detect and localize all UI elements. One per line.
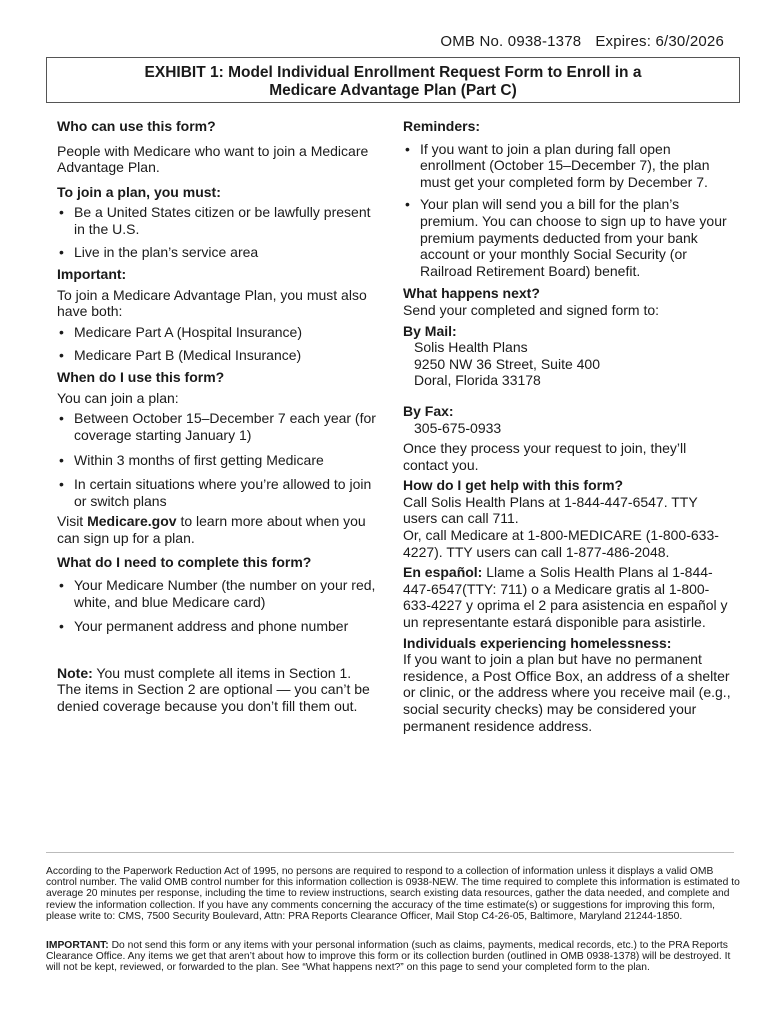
espanol-text <box>403 564 733 630</box>
list-item: • Your plan will send you a bill for the plan’s premium. You can choose to sign up to have your premium payments deducted from your bank account or your monthly Social Security (or Railroad Retirement Board) benefit. <box>403 196 733 279</box>
when-intro: You can join a plan: <box>57 389 179 406</box>
homeless-heading: Individuals experiencing homelessness: <box>403 634 672 651</box>
note-label: Note: <box>57 664 93 681</box>
list-item: • Your permanent address and phone number <box>57 618 377 635</box>
note-text <box>57 665 377 715</box>
list-item: • Medicare Part A (Hospital Insurance) <box>57 324 377 341</box>
list-item: • Your Medicare Number (the number on your red, white, and blue Medicare card) <box>57 577 377 610</box>
help-text-plan: Call Solis Health Plans at 1-844-447-6547. TTY users can call 711. <box>403 493 698 527</box>
when-heading: When do I use this form? <box>57 369 225 386</box>
process-text: Once they process your request to join, they’ll contact you. <box>403 440 687 473</box>
need-list <box>57 577 377 635</box>
omb-number: OMB No. 0938-1378 <box>440 33 582 50</box>
list-item: • Between October 15–December 7 each year (for coverage starting January 1) <box>57 410 377 443</box>
need-heading: What do I need to complete this form? <box>57 554 312 571</box>
visit-suffix: to learn more about when you can sign up for a plan. <box>57 513 366 546</box>
note-body: You must complete all items in Section 1. The items in Section 2 are optional — you can’t be denied coverage because you don’t fill them out. <box>57 664 370 715</box>
mail-line3: Doral, Florida 33178 <box>414 372 541 389</box>
left-column <box>57 118 377 715</box>
list-item: • Within 3 months of first getting Medicare <box>57 452 377 469</box>
list-item: • Live in the plan’s service area <box>57 244 377 261</box>
when-list <box>57 410 377 509</box>
right-column <box>403 118 733 734</box>
next-heading: What happens next? <box>403 285 540 302</box>
expiration-date: Expires: 6/30/2026 <box>595 33 724 50</box>
join-requirements-list <box>57 204 377 260</box>
who-text: People with Medicare who want to join a Medicare Advantage Plan. <box>57 142 369 176</box>
visit-prefix: Visit <box>57 513 88 530</box>
form-title <box>46 57 740 103</box>
form-title-line1: EXHIBIT 1: Model Individual Enrollment Request Form to Enroll in a <box>144 64 642 81</box>
homeless-text: If you want to join a plan but have no permanent residence, a Post Office Box, an address of a shelter or clinic, or the address where you receive mail (e.g., social security checks) may be considered your permanent residence address. <box>403 651 731 734</box>
espanol-label: En español: <box>403 564 483 581</box>
mail-line2: 9250 NW 36 Street, Suite 400 <box>414 355 600 372</box>
form-title-line2: Medicare Advantage Plan (Part C) <box>269 82 517 99</box>
help-heading: How do I get help with this form? <box>403 477 624 494</box>
reminders-heading: Reminders: <box>403 118 481 134</box>
parts-list <box>57 324 377 363</box>
important-text: To join a Medicare Advantage Plan, you must also have both: <box>57 286 367 320</box>
important-notice-label: IMPORTANT: <box>46 940 109 951</box>
omb-line <box>440 33 724 50</box>
important-notice <box>46 940 744 974</box>
espanol-body: Llame a Solis Health Plans al 1-844-447-6547(TTY: 711) o a Medicare gratis al 1-800-633-4227 y oprima el 2 para asistencia en español y un representante estará disponible para asistirle. <box>403 564 728 631</box>
help-text-medicare: Or, call Medicare at 1-800-MEDICARE (1-800-633-4227). TTY users can call 1-877-486-2048. <box>403 527 719 560</box>
fax-heading: By Fax: <box>403 402 454 419</box>
list-item: • Be a United States citizen or be lawfully present in the U.S. <box>57 204 377 237</box>
medicare-gov-link[interactable]: Medicare.gov <box>87 513 177 530</box>
join-heading: To join a plan, you must: <box>57 183 221 200</box>
mail-heading: By Mail: <box>403 322 457 339</box>
pra-disclosure: According to the Paperwork Reduction Act of 1995, no persons are required to respond to a collection of information unless it displays a valid OMB control number. The valid OMB control number for this information collection is 0938-NEW. The time required to complete this information is estimated to average 20 minutes per response, including the time to review instructions, search existing data resources, gather the data needed, and complete and review the information collection. If you have any comments concerning the accuracy of the time estimate(s) or suggestions for improving this form, please write to: CMS, 7500 Security Boulevard, Attn: PRA Reports Clearance Officer, Mail Stop C4-26-05, Baltimore, Maryland 21244-1850. <box>46 866 740 922</box>
list-item: • If you want to join a plan during fall open enrollment (October 15–December 7), the plan must get your completed form by December 7. <box>403 141 733 191</box>
reminders-list <box>403 141 733 280</box>
mail-line1: Solis Health Plans <box>414 339 528 356</box>
list-item: • In certain situations where you’re allowed to join or switch plans <box>57 476 377 509</box>
list-item: • Medicare Part B (Medical Insurance) <box>57 347 377 364</box>
footer-divider <box>46 852 734 853</box>
fax-number: 305-675-0933 <box>414 419 502 436</box>
next-text: Send your completed and signed form to: <box>403 301 660 318</box>
who-heading: Who can use this form? <box>57 118 216 134</box>
important-notice-body: Do not send this form or any items with your personal information (such as claims, payments, medical records, etc.) to the PRA Reports Clearance Office. Any items we get that aren’t about how to improve this form or its collection burden (outlined in OMB 0938-1378) will be destroyed. It will not be kept, reviewed, or forwarded to the plan. See “What happens next?” on this page to send your completed form to the plan. <box>46 940 731 974</box>
important-heading: Important: <box>57 266 127 283</box>
visit-text <box>57 513 377 546</box>
